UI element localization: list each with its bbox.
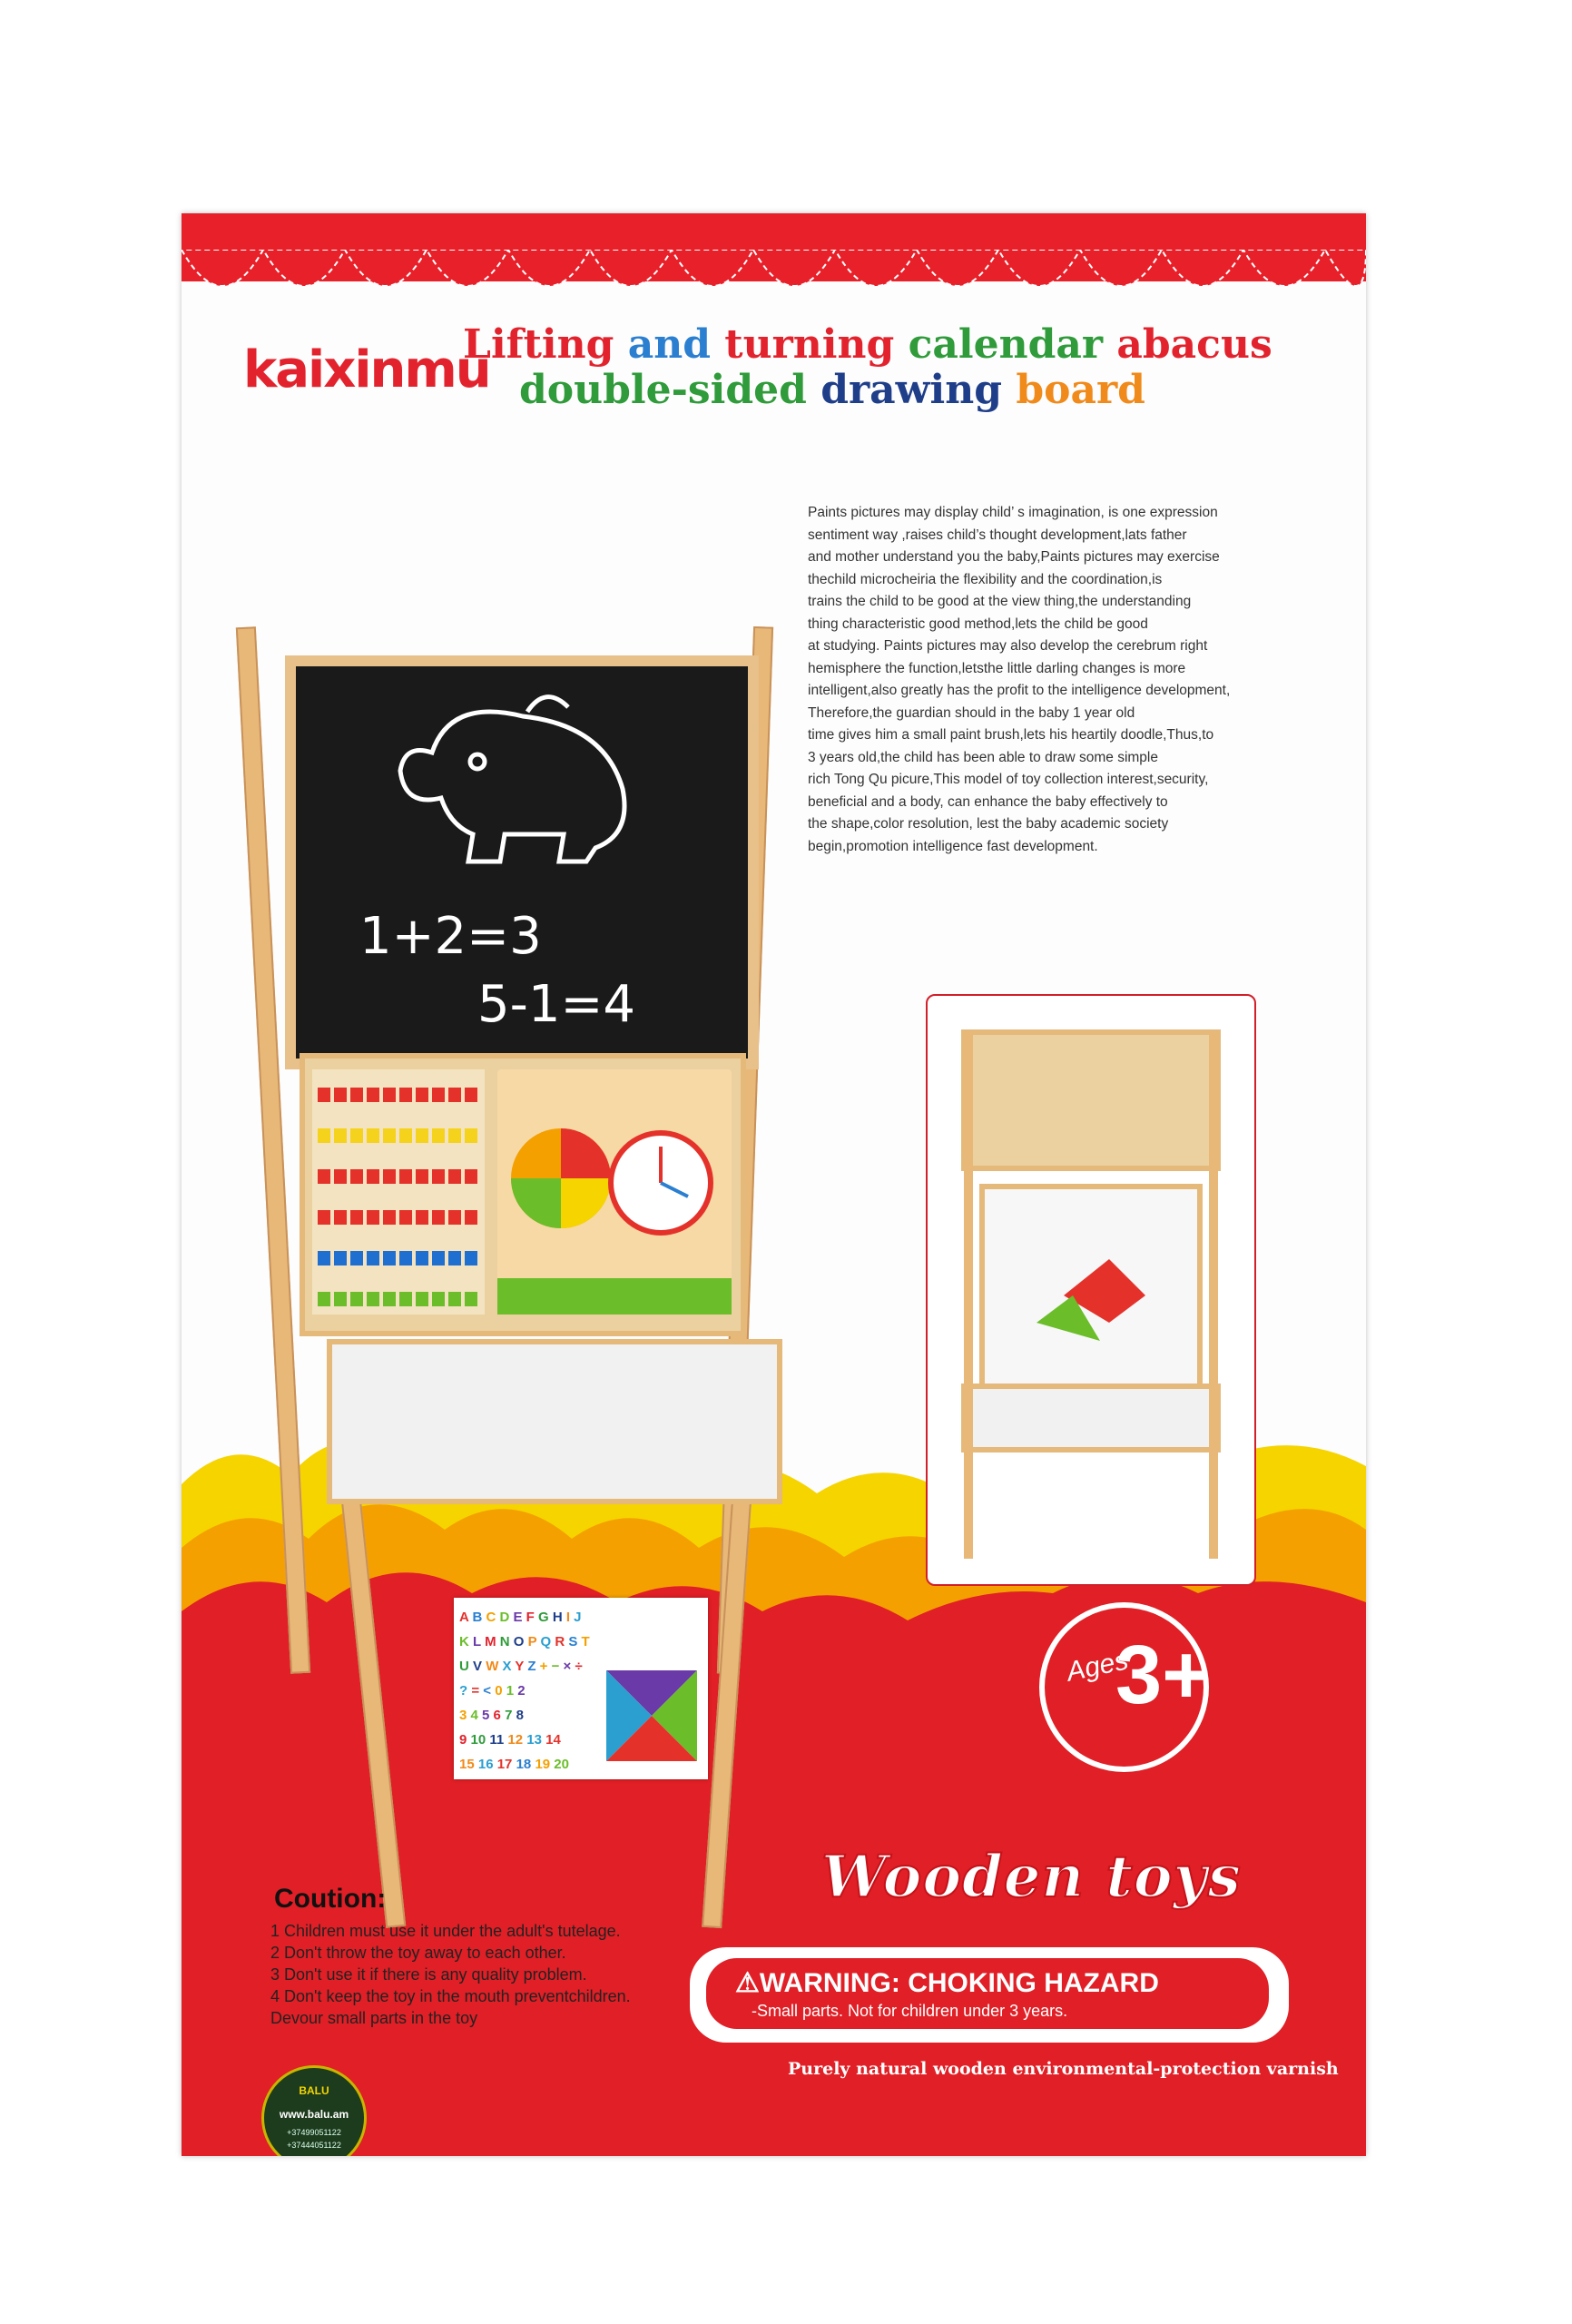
magnet-glyph: Z [527,1659,540,1674]
magnet-glyph: R [555,1634,569,1649]
description-line: the shape,color resolution, lest the baby academic society [808,816,1169,832]
ages-label: Ages [1064,1645,1131,1688]
title-word: Lifting [463,321,614,368]
title-word: double-sided [519,367,807,413]
magnet-glyph: + [539,1659,552,1674]
description-line: Therefore,the guardian should in the baby 1 year old [808,704,1135,721]
description-line: beneficial and a body, can enhance the baby effectively to [808,793,1168,810]
abacus-beads-yellow [318,1128,481,1143]
inset-photo [926,994,1256,1586]
description-line: Paints pictures may display child’ s imagination, is one expression [808,505,1218,520]
magnet-glyph: G [537,1610,553,1625]
magnet-tray [327,1339,782,1504]
description-line: hemisphere the function,letsthe little darling changes is more [808,660,1186,676]
magnet-glyph: H [552,1610,566,1625]
magnet-glyph: 6 [493,1708,506,1723]
abacus [312,1069,485,1315]
warning-inner [706,1958,1269,2029]
chalk-equation-1: 1+2=3 [359,907,542,966]
magnet-glyph: 12 [507,1732,527,1748]
warning-main: ⚠WARNING: CHOKING HAZARD [735,1968,1159,1998]
magnet-glyph: 18 [516,1757,535,1772]
magnet-glyph: 19 [535,1757,555,1772]
magnet-glyph: M [485,1634,500,1649]
magnet-row [459,1654,604,1679]
caution-title: Coution: [274,1884,387,1914]
magnet-row [459,1752,604,1777]
title-word: turning [724,321,895,368]
description-line: 3 years old,the child has been able to draw some simple [808,749,1158,765]
magnet-glyph: 2 [517,1683,526,1699]
magnet-glyph: N [499,1634,514,1649]
caution-item: Devour small parts in the toy [270,2009,478,2027]
magnet-glyph: A [459,1610,473,1625]
varnish-note: Purely natural wooden environmental-protection varnish [788,2059,1339,2079]
magnet-letters-card [454,1598,708,1779]
magnet-glyph: U [459,1659,473,1674]
abacus-beads-red [318,1210,481,1225]
brand-logo [243,340,490,399]
magnet-glyph: F [526,1610,538,1625]
magnet-glyph: 5 [482,1708,494,1723]
magnet-glyph: 8 [516,1708,524,1723]
sticker-url: www.balu.am [279,2108,349,2121]
magnet-glyph: 17 [496,1757,516,1772]
magnet-glyph: 14 [545,1732,561,1748]
magnet-glyph: 0 [495,1683,506,1699]
magnet-glyph: V [473,1659,486,1674]
caution-item: 2 Don't throw the toy away to each other. [270,1944,566,1962]
sticker-phone: +37444051122 [287,2141,341,2150]
magnet-glyph: ? [459,1683,472,1699]
magnet-glyph: ÷ [575,1659,583,1674]
abacus-beads-green [318,1292,481,1306]
title-word: board [1016,367,1145,413]
description-line: thing characteristic good method,lets the child be good [808,615,1148,632]
easel-leg-front-right [702,1489,752,1928]
magnet-glyph: 15 [459,1757,478,1772]
magnet-glyph: = [471,1683,484,1699]
abacus-beads-red [318,1088,481,1102]
magnet-glyph: 20 [554,1757,569,1772]
magnet-glyph: I [565,1610,575,1625]
abacus-beads-red [318,1169,481,1184]
magnet-glyph: × [563,1659,575,1674]
magnet-row [459,1630,604,1654]
magnet-glyph: < [483,1683,496,1699]
description-line: rich Tong Qu picure,This model of toy collection interest,security, [808,772,1209,787]
description-line: begin,promotion intelligence fast development. [808,838,1098,854]
ages-value: 3+ [1115,1629,1211,1721]
easel-whiteboard-image [928,996,1254,1584]
magnet-letters-grid [459,1605,604,1777]
logo-text: kaixinmu [243,340,490,399]
warning-sub: -Small parts. Not for children under 3 years. [752,2002,1068,2020]
magnet-glyph: 13 [526,1732,546,1748]
description-line: thechild microcheiria the flexibility and the coordination,is [808,571,1163,587]
magnet-glyph: L [473,1634,486,1649]
magnet-glyph: B [472,1610,486,1625]
abacus-beads-blue [318,1251,481,1265]
caution-item: 4 Don't keep the toy in the mouth preventchildren. [270,1987,631,2005]
magnet-glyph: S [568,1634,582,1649]
magnet-glyph: O [513,1634,528,1649]
chalkboard [285,655,759,1069]
elephant-drawing [378,689,650,871]
caution-list [270,1920,706,2029]
description-line: trains the child to be good at the view thing,the understanding [808,594,1192,609]
magnet-glyph: 16 [477,1757,497,1772]
title-word: drawing [820,367,1002,413]
caution-item: 3 Don't use it if there is any quality problem. [270,1965,587,1984]
magnet-glyph: J [574,1610,582,1625]
caution-item: 1 Children must use it under the adult's tutelage. [270,1922,621,1940]
abacus-clock-panel [300,1053,746,1336]
description-line: at studying. Paints pictures may also develop the cerebrum right [808,638,1208,654]
ages-badge [1039,1602,1209,1772]
sticker-brand: BALU [299,2084,329,2097]
magnet-glyph: 1 [506,1683,518,1699]
magnet-glyph: Q [540,1634,555,1649]
magnet-glyph: K [459,1634,473,1649]
magnet-row [459,1728,604,1752]
magnet-glyph: X [502,1659,516,1674]
top-scallops [182,250,1366,322]
magnet-glyph: 10 [470,1732,490,1748]
magnet-glyph: 3 [459,1708,471,1723]
product-title [463,322,1352,413]
title-word: calendar [908,321,1104,368]
clock-icon [497,1069,732,1315]
sticker-phone: +37499051122 [287,2128,341,2137]
title-word: abacus [1116,321,1272,368]
magnet-row [459,1703,604,1728]
magnet-glyph: P [527,1634,541,1649]
magnet-glyph: D [499,1610,514,1625]
wooden-toys-heading: Wooden toys [821,1843,1242,1911]
description-line: time gives him a small paint brush,lets his heartily doodle,Thus,to [808,727,1214,743]
magnet-row [459,1605,604,1630]
magnet-glyph: 7 [505,1708,516,1723]
description-line: and mother understand you the baby,Paints pictures may exercise [808,549,1220,565]
magnet-glyph: T [581,1634,590,1649]
easel-leg-front-left [340,1489,406,1928]
tangram-icon [606,1670,697,1770]
chalk-equation-2: 5-1=4 [477,975,636,1034]
description-line: sentiment way ,raises child’s thought development,lats father [808,527,1187,543]
magnet-glyph: 11 [489,1732,508,1748]
description-text [808,502,1302,858]
calendar-clock [497,1069,732,1315]
warning-box [690,1947,1289,2043]
magnet-glyph: C [486,1610,500,1625]
magnet-glyph: 9 [459,1732,471,1748]
magnet-glyph: E [513,1610,526,1625]
product-box [182,213,1366,2156]
title-word: and [627,321,711,368]
magnet-row [459,1679,604,1703]
magnet-glyph: − [551,1659,564,1674]
magnet-glyph: W [486,1659,503,1674]
magnet-glyph: Y [515,1659,528,1674]
description-line: intelligent,also greatly has the profit to the intelligence development, [808,683,1231,698]
magnet-glyph: 4 [470,1708,483,1723]
